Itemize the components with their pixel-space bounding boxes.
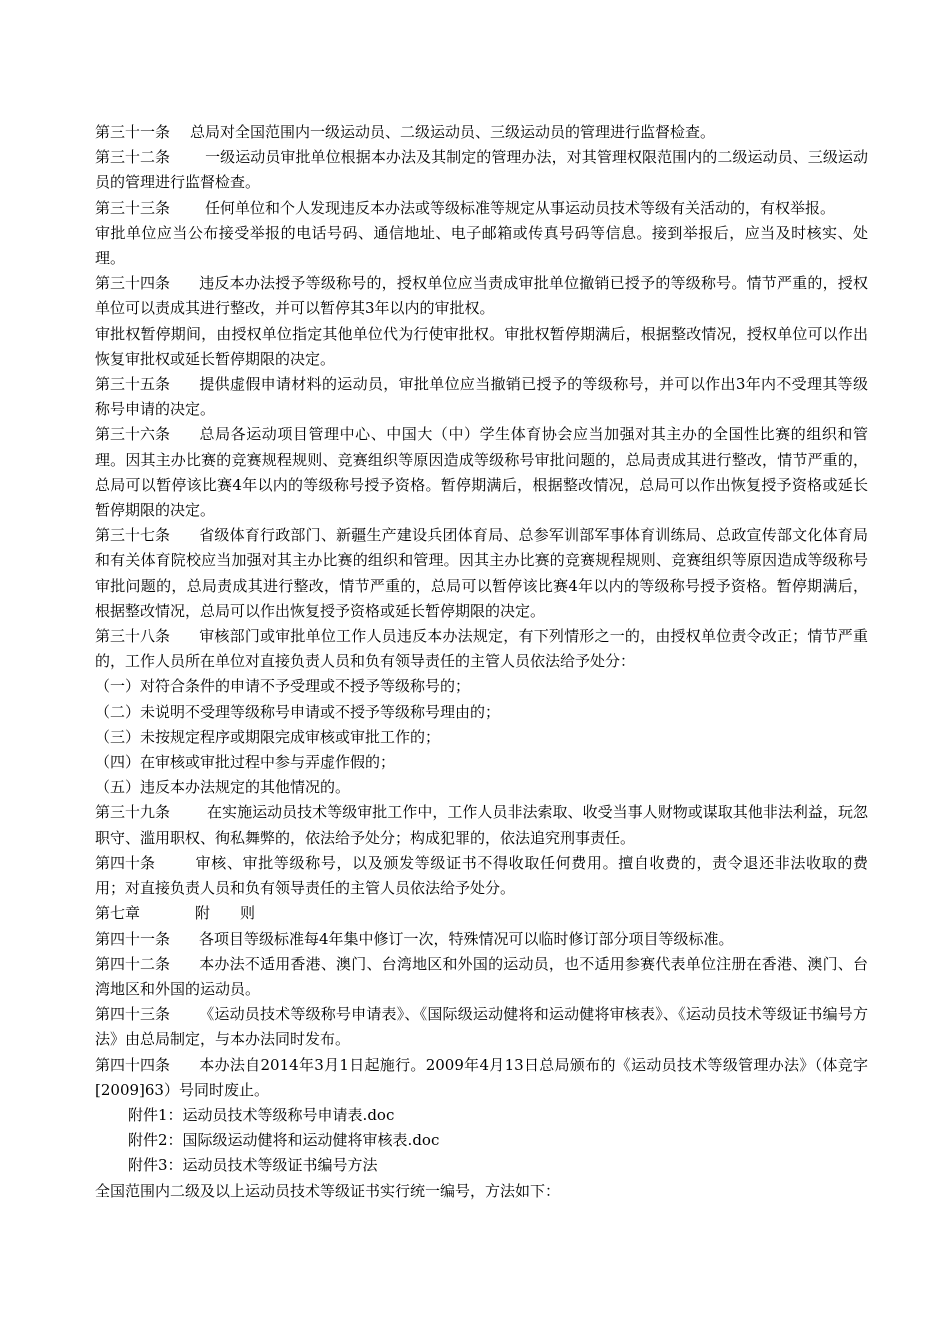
article-number: 第四十三条: [95, 1005, 171, 1024]
article-42: [95, 952, 868, 1002]
list-item: （二）未说明不受理等级称号申请或不授予等级称号理由的；: [95, 702, 501, 721]
article-34: [95, 271, 868, 321]
article-40: [95, 851, 868, 901]
attachment-3-link[interactable]: 附件3：运动员技术等级证书编号方法: [128, 1156, 378, 1175]
article-text: 《运动员技术等级称号申请表》、《国际级运动健将和运动健将审核表》、《运动员技术等级证书编号方法》由总局制定，与本办法同时发布。: [95, 1005, 868, 1049]
article-number: 第三十二条: [95, 148, 171, 167]
article-32: [95, 145, 868, 195]
article-text: 任何单位和个人发现违反本办法或等级标准等规定从事运动员技术等级有关活动的，有权举报。: [205, 198, 836, 217]
article-text: 各项目等级标准每4年集中修订一次，特殊情况可以临时修订部分项目等级标准。: [199, 929, 734, 948]
document-body: [95, 120, 868, 1204]
article-text: 在实施运动员技术等级审批工作中，工作人员非法索取、收受当事人财物或谋取其他非法利益，玩忽职守、滥用职权、徇私舞弊的，依法给予处分；构成犯罪的，依法追究刑事责任。: [95, 803, 868, 847]
article-text: 总局各运动项目管理中心、中国大（中）学生体育协会应当加强对其主办的全国性比赛的组织和管理。因其主办比赛的竞赛规程规则、竞赛组织等原因造成等级称号审批问题的，总局责成其进行整改，情节严重的，总局可以暂停该比赛4年以内的等级称号授予资格。暂停期满后，根据整改情况，总局可以作出恢复授予资格或延长暂停期限的决定。: [95, 425, 868, 520]
closing-text: 全国范围内二级及以上运动员技术等级证书实行统一编号，方法如下：: [95, 1181, 561, 1200]
article-number: 第三十一条: [95, 123, 171, 141]
article-34-paragraph: 审批权暂停期间，由授权单位指定其他单位代为行使审批权。审批权暂停期满后，根据整改情况，授权单位可以作出恢复审批权或延长暂停期限的决定。: [95, 324, 868, 368]
article-text: 本办法自2014年3月1日起施行。2009年4月13日总局颁布的《运动员技术等级管理办法》（体竞字[2009]63）号同时废止。: [95, 1055, 868, 1099]
article-text: 审核、审批等级称号，以及颁发等级证书不得收取任何费用。擅自收费的，责令退还非法收取的费用；对直接负责人员和负有领导责任的主管人员依法给予处分。: [95, 853, 868, 898]
chapter-heading: [95, 901, 868, 926]
article-43: [95, 1002, 868, 1052]
attachment-2-link[interactable]: 附件2：国际级运动健将和运动健将审核表.doc: [128, 1131, 440, 1150]
article-number: 第三十六条: [95, 425, 171, 444]
article-number: 第三十九条: [95, 803, 171, 822]
article-text: 违反本办法授予等级称号的，授权单位应当责成审批单位撤销已授予的等级称号。情节严重的，授权单位可以责成其进行整改，并可以暂停其3年以内的审批权。: [95, 274, 868, 318]
article-35: [95, 372, 868, 422]
article-number: 第四十一条: [95, 929, 171, 948]
article-number: 第三十四条: [95, 274, 171, 293]
article-number: 第三十八条: [95, 627, 171, 646]
chapter-title: 附 则: [195, 904, 256, 923]
list-item: （五）违反本办法规定的其他情况的。: [95, 778, 351, 797]
list-item: （四）在审核或审批过程中参与弄虚作假的；: [95, 753, 396, 772]
article-text: 本办法不适用香港、澳门、台湾地区和外国的运动员，也不适用参赛代表单位注册在香港、澳门、台湾地区和外国的运动员。: [95, 954, 868, 998]
attachment-1-link[interactable]: 附件1：运动员技术等级称号申请表.doc: [128, 1105, 395, 1124]
article-number: 第三十三条: [95, 198, 171, 217]
article-number: 第三十七条: [95, 526, 171, 545]
list-item: （一）对符合条件的申请不予受理或不授予等级称号的；: [95, 677, 471, 696]
article-37: [95, 523, 868, 624]
article-number: 第四十条: [95, 853, 156, 872]
article-41: [95, 927, 868, 952]
article-text: 提供虚假申请材料的运动员，审批单位应当撤销已授予的等级称号，并可以作出3年内不受理其等级称号申请的决定。: [95, 375, 868, 419]
article-number: 第三十五条: [95, 375, 171, 394]
article-number: 第四十四条: [95, 1055, 171, 1074]
article-text: 省级体育行政部门、新疆生产建设兵团体育局、总参军训部军事体育训练局、总政宣传部文化体育局和有关体育院校应当加强对其主办比赛的组织和管理。因其主办比赛的竞赛规程规则、竞赛组织等原因造成等级称号审批问题的，总局责成其进行整改，情节严重的，总局可以暂停该比赛4年以内的等级称号授予资格。暂停期满后，根据整改情况，总局可以作出恢复授予资格或延长暂停期限的决定。: [95, 526, 868, 620]
article-33: [95, 196, 868, 221]
article-text: 总局对全国范围内一级运动员、二级运动员、三级运动员的管理进行监督检查。: [190, 123, 716, 141]
chapter-number: 第七章: [95, 904, 141, 923]
list-item: （三）未按规定程序或期限完成审核或审批工作的；: [95, 727, 441, 746]
article-33-paragraph: 审批单位应当公布接受举报的电话号码、通信地址、电子邮箱或传真号码等信息。接到举报后，应当及时核实、处理。: [95, 223, 868, 268]
article-number: 第四十二条: [95, 954, 171, 973]
article-36: [95, 422, 868, 523]
article-38: [95, 624, 868, 674]
article-text: 一级运动员审批单位根据本办法及其制定的管理办法，对其管理权限范围内的二级运动员、三级运动员的管理进行监督检查。: [95, 148, 868, 192]
article-text: 审核部门或审批单位工作人员违反本办法规定，有下列情形之一的，由授权单位责令改正；情节严重的，工作人员所在单位对直接负责人员和负有领导责任的主管人员依法给予处分：: [95, 627, 868, 671]
article-39: [95, 800, 868, 850]
article-31: [95, 120, 868, 145]
article-44: [95, 1053, 868, 1103]
